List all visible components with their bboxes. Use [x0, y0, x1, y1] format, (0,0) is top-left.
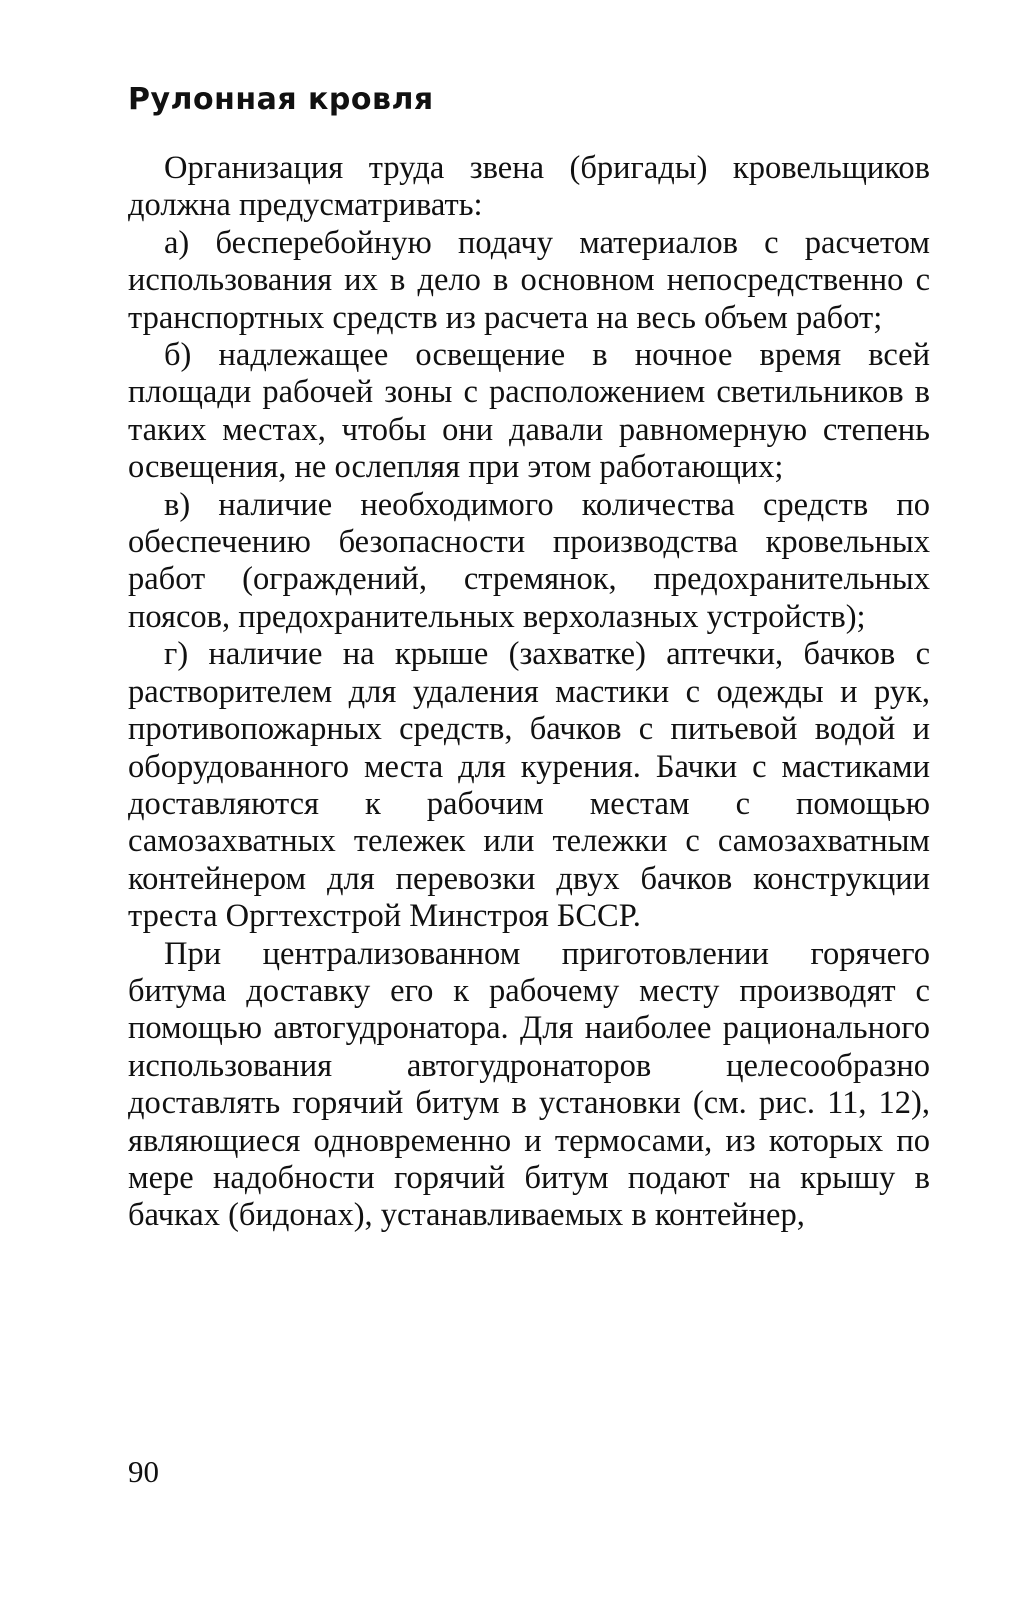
page-number: 90 — [128, 1454, 159, 1489]
paragraph-item-b: б) надлежащее освещение в ночное время всей площади рабочей зоны с расположением светильников в таких местах, чтобы они давали равномерную степень освещения, не ослепляя при этом работающих; — [128, 337, 930, 486]
paragraph-item-v: в) наличие необходимого количества средств по обеспечению безопасности производства кровельных работ (ограждений, стремянок, предохранительных поясов, предохранительных верхолазных устройств); — [128, 486, 930, 635]
paragraph-intro: Организация труда звена (бригады) кровельщиков должна предусматривать: — [128, 150, 930, 224]
paragraph-bitumen: При централизованном приготовлении горячего битума доставку его к рабочему месту производят с помощью автогудронатора. Для наиболее рационального использования автогудронаторов целесообразно доставлять горячий битум в установки (см. рис. 11, 12), являющиеся одновременно и термосами, из которых по мере надобности горячий битум подают на крышу в бачках (бидонах), устанавливаемых в контейнер, — [128, 935, 930, 1234]
section-heading: Рулонная кровля — [128, 82, 434, 117]
paragraph-item-a: а) бесперебойную подачу материалов с расчетом использования их в дело в основном непосредственно с транспортных средств из расчета на весь объем работ; — [128, 224, 930, 336]
body-text — [128, 150, 930, 1235]
page-content — [128, 78, 930, 1235]
paragraph-item-g: г) наличие на крыше (захватке) аптечки, бачков с растворителем для удаления мастики с одежды и рук, противопожарных средств, бачков с питьевой водой и оборудованного места для курения. Бачки с мастиками доставляются к рабочим местам с помощью самозахватных тележек или тележки с самозахватным контейнером для перевозки двух бачков конструкции треста Оргтехстрой Минстроя БССР. — [128, 636, 930, 935]
